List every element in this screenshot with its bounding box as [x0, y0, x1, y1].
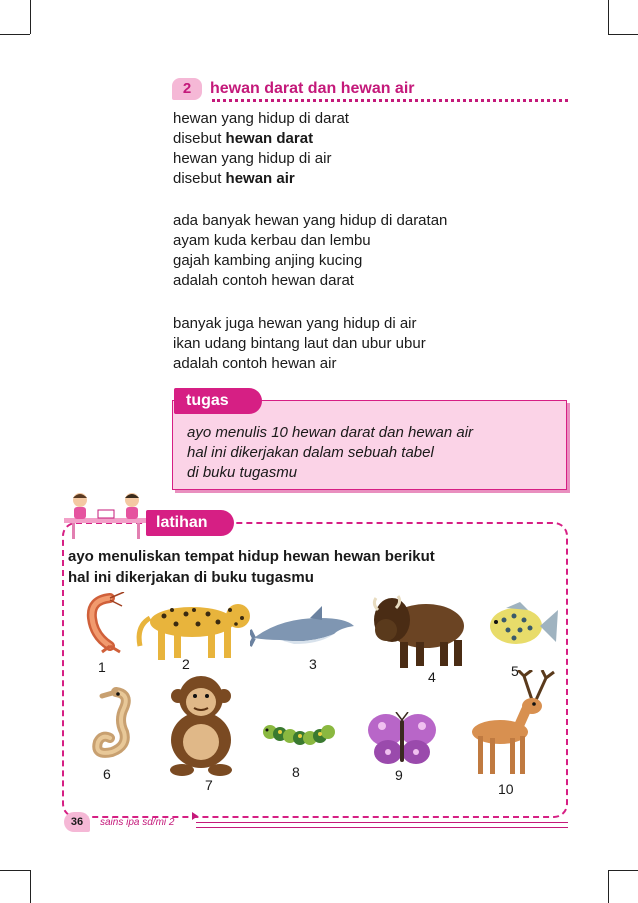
paragraph-definition: [173, 109, 349, 189]
fish-icon: [486, 602, 558, 648]
deer-icon: [462, 670, 558, 778]
bold-term: hewan darat: [225, 130, 314, 147]
text-line: ayo menulis 10 hewan darat dan hewan air: [187, 424, 474, 441]
text-line: banyak juga hewan yang hidup di air: [173, 315, 417, 332]
text-line: di buku tugasmu: [187, 464, 298, 481]
animal-number: 8: [292, 764, 300, 780]
footer-line: [196, 822, 568, 828]
text-line: disebut hewan air: [173, 170, 295, 187]
animal-number: 3: [309, 656, 317, 672]
text-line: hal ini dikerjakan di buku tugasmu: [68, 569, 314, 586]
footer-arrow-icon: [192, 812, 198, 820]
text-line: hewan yang hidup di darat: [173, 110, 349, 127]
animal-number: 7: [205, 777, 213, 793]
caterpillar-icon: [262, 712, 336, 752]
leopard-icon: [134, 596, 254, 662]
bison-icon: [370, 590, 470, 672]
tugas-instructions: [187, 423, 473, 483]
text-line: ayo menuliskan tempat hidup hewan hewan berikut: [68, 548, 435, 565]
crop-mark-bottom-left-v: [30, 870, 31, 903]
section-number: 2: [172, 78, 202, 100]
page-number: 36: [64, 812, 90, 832]
crop-mark-top-right-h: [608, 34, 638, 35]
text-line: adalah contoh hewan air: [173, 355, 337, 372]
paragraph-water-animals: [173, 314, 426, 374]
animal-number: 4: [428, 669, 436, 685]
section-title: hewan darat dan hewan air: [210, 80, 415, 97]
text-line: ayam kuda kerbau dan lembu: [173, 232, 371, 249]
animal-number: 10: [498, 781, 514, 797]
crop-mark-bottom-right-v: [608, 870, 609, 903]
text-line: hal ini dikerjakan dalam sebuah tabel: [187, 444, 434, 461]
text-line: hewan yang hidup di air: [173, 150, 332, 167]
text-line: disebut hewan darat: [173, 130, 314, 147]
section-header: [172, 78, 572, 104]
seahorse-icon: [80, 686, 138, 760]
animal-number: 9: [395, 767, 403, 783]
monkey-icon: [160, 672, 242, 778]
animal-number: 1: [98, 659, 106, 675]
paragraph-land-animals: [173, 211, 447, 291]
latihan-instructions: [68, 546, 435, 588]
bold-term: hewan air: [225, 170, 295, 187]
butterfly-icon: [366, 712, 438, 768]
text-line: ada banyak hewan yang hidup di daratan: [173, 212, 448, 229]
dolphin-icon: [250, 604, 356, 650]
shrimp-icon: [80, 592, 126, 654]
book-title: sains ipa sd/mi 2: [100, 817, 175, 828]
crop-mark-bottom-right-h: [608, 870, 638, 871]
animal-number: 5: [511, 663, 519, 679]
animal-number: 6: [103, 766, 111, 782]
animal-number: 2: [182, 656, 190, 672]
latihan-label: latihan: [146, 510, 234, 536]
text-line: ikan udang bintang laut dan ubur ubur: [173, 335, 426, 352]
kids-studying-icon: [60, 488, 152, 540]
crop-mark-bottom-left-h: [0, 870, 30, 871]
crop-mark-top-right-v: [608, 0, 609, 34]
crop-mark-top-left-v: [30, 0, 31, 34]
section-dotted-line: [212, 98, 568, 102]
text-line: gajah kambing anjing kucing: [173, 252, 363, 269]
tugas-label: tugas: [174, 388, 262, 414]
crop-mark-top-left-h: [0, 34, 30, 35]
text-line: adalah contoh hewan darat: [173, 272, 354, 289]
